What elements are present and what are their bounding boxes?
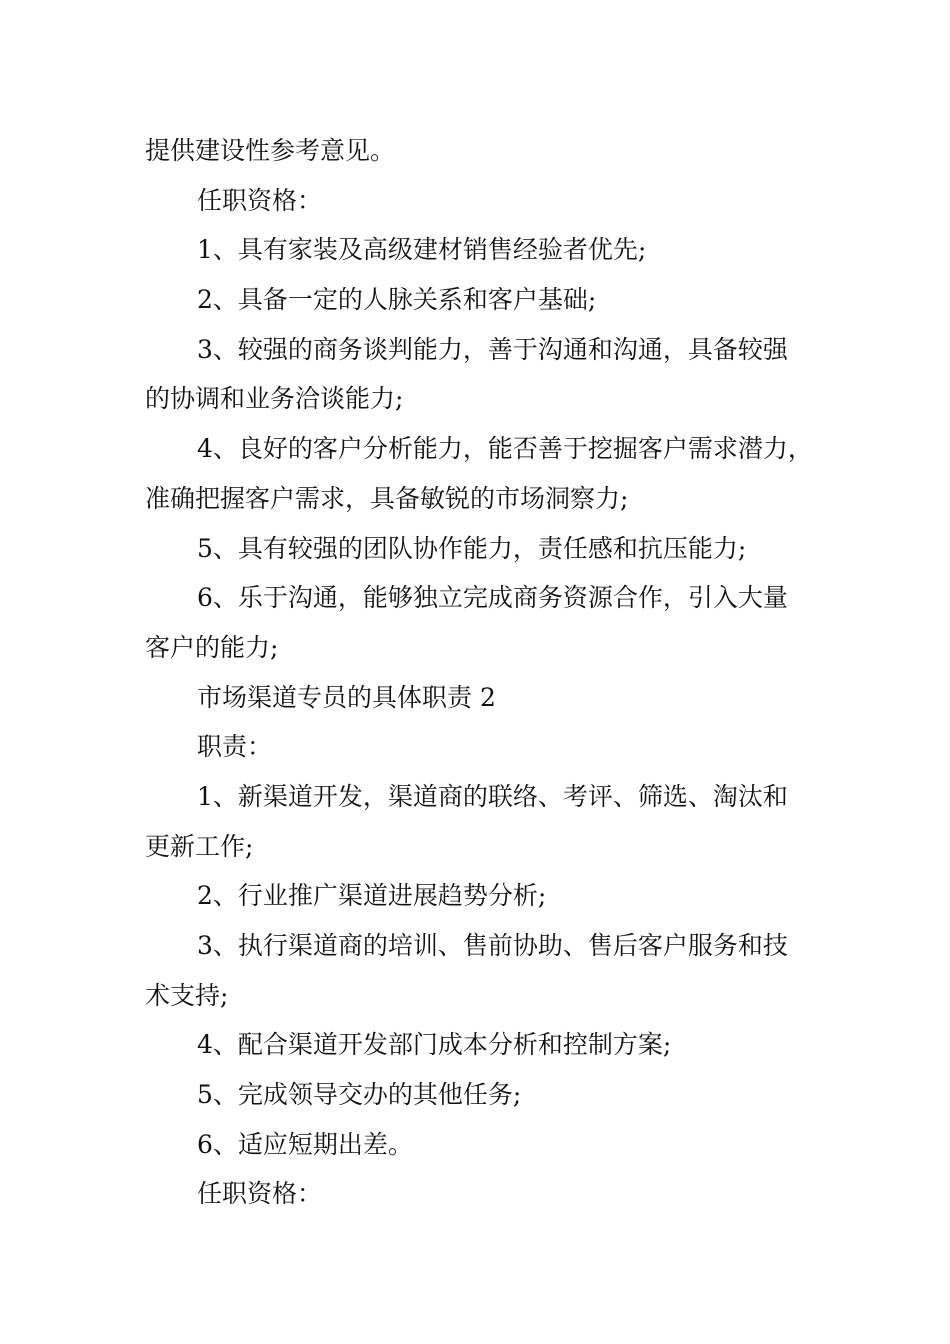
list-item: 2、行业推广渠道进展趋势分析;: [197, 881, 547, 911]
list-item: 1、新渠道开发，渠道商的联络、考评、筛选、淘汰和: [197, 781, 788, 811]
list-item: 5、具有较强的团队协作能力，责任感和抗压能力;: [197, 533, 747, 563]
section-heading-duties: 职责：: [197, 732, 273, 762]
section-heading-qualifications: 任职资格：: [197, 1179, 323, 1209]
section-heading-qualifications: 任职资格：: [197, 185, 323, 215]
list-item: 5、完成领导交办的其他任务;: [197, 1080, 522, 1110]
list-item: 3、较强的商务谈判能力，善于沟通和沟通，具备较强: [197, 334, 788, 364]
list-item-continuation: 术支持;: [145, 980, 229, 1010]
list-item: 6、适应短期出差。: [197, 1129, 413, 1159]
paragraph-continuation: 提供建设性参考意见。: [145, 136, 396, 165]
list-item-continuation: 客户的能力;: [145, 632, 279, 662]
list-item: 2、具备一定的人脉关系和客户基础;: [197, 285, 597, 315]
list-item-continuation: 更新工作;: [145, 831, 254, 861]
list-item: 4、配合渠道开发部门成本分析和控制方案;: [197, 1030, 672, 1060]
list-item-continuation: 的协调和业务洽谈能力;: [145, 384, 404, 414]
list-item: 6、乐于沟通，能够独立完成商务资源合作，引入大量: [197, 583, 788, 613]
list-item: 3、执行渠道商的培训、售前协助、售后客户服务和技: [197, 931, 788, 960]
section-title: 市场渠道专员的具体职责 2: [197, 682, 496, 712]
list-item-continuation: 准确把握客户需求，具备敏锐的市场洞察力;: [145, 483, 629, 513]
list-item: 1、具有家装及高级建材销售经验者优先;: [197, 235, 647, 265]
list-item: 4、良好的客户分析能力，能否善于挖掘客户需求潜力，: [197, 434, 813, 464]
document-body: [145, 126, 835, 1219]
